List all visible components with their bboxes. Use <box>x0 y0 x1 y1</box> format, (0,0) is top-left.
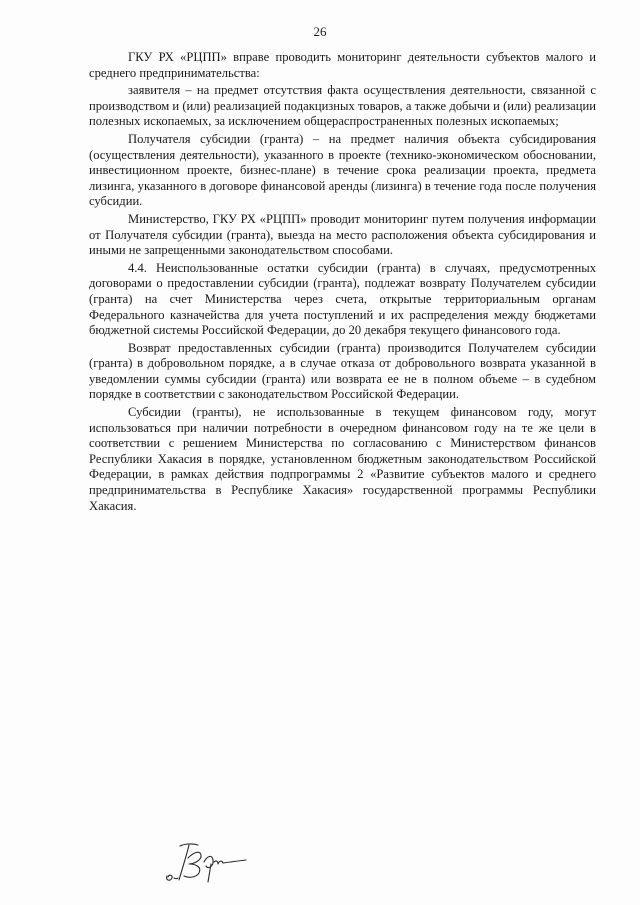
page-number: 26 <box>313 24 327 39</box>
paragraph-monitoring-intro: ГКУ РХ «РЦПП» вправе проводить мониторинг деятельности субъектов малого и среднего предпринимательства: <box>89 50 596 80</box>
paragraph-recipient: Получателя субсидии (гранта) – на предмет наличия объекта субсидирования (осуществления деятельности), указанного в проекте (технико-экономическом обосновании, инвестиционном проекте, бизнес-плане) в течение срока реализации проекта, предмета лизинга, указанного в договоре финансовой аренды (лизинга) в течение года после получения субсидии. <box>89 131 596 209</box>
signature-icon <box>164 838 264 886</box>
paragraph-unused-subsidies: Субсидии (гранты), не использованные в текущем финансовом году, могут использоваться при наличии потребности в очередном финансовом году на те же цели в соответствии с решением Министерства по согласованию с Министерством финансов Республики Хакасия в порядке, установленном бюджетным законодательством Российской Федерации, в рамках действия подпрограммы 2 «Развитие субъектов малого и среднего предпринимательства в Республике Хакасия» государственной программы Республики Хакасия. <box>89 405 596 513</box>
paragraph-refund: Возврат предоставленных субсидии (гранта) производится Получателем субсидии (гранта) в добровольном порядке, а в случае отказа от добровольного возврата указанной в уведомлении суммы субсидии (гранта) или возврата ее не в полном объеме – в судебном порядке в соответствии с законодательством Российской Федерации. <box>89 340 596 402</box>
document-body <box>89 50 596 516</box>
paragraph-ministry-monitoring: Министерство, ГКУ РХ «РЦПП» проводит мониторинг путем получения информации от Получателя субсидии (гранта), выезда на место расположения объекта субсидирования и иными не запрещенными законодательством способами. <box>89 211 596 258</box>
paragraph-section-4-4: 4.4. Неиспользованные остатки субсидии (гранта) в случаях, предусмотренных договорами о предоставлении субсидии (гранта), подлежат возврату Получателем субсидии (гранта) на счет Министерства через счета, открытые территориальным органам Федерального казначейства для учета поступлений и их распределения между бюджетами бюджетной системы Российской Федерации, до 20 декабря текущего финансового года. <box>89 260 596 338</box>
paragraph-applicant: заявителя – на предмет отсутствия факта осуществления деятельности, связанной с производством и (или) реализацией подакцизных товаров, а также добычи и (или) реализации полезных ископаемых, за исключением общераспространенных полезных ископаемых; <box>89 83 596 129</box>
